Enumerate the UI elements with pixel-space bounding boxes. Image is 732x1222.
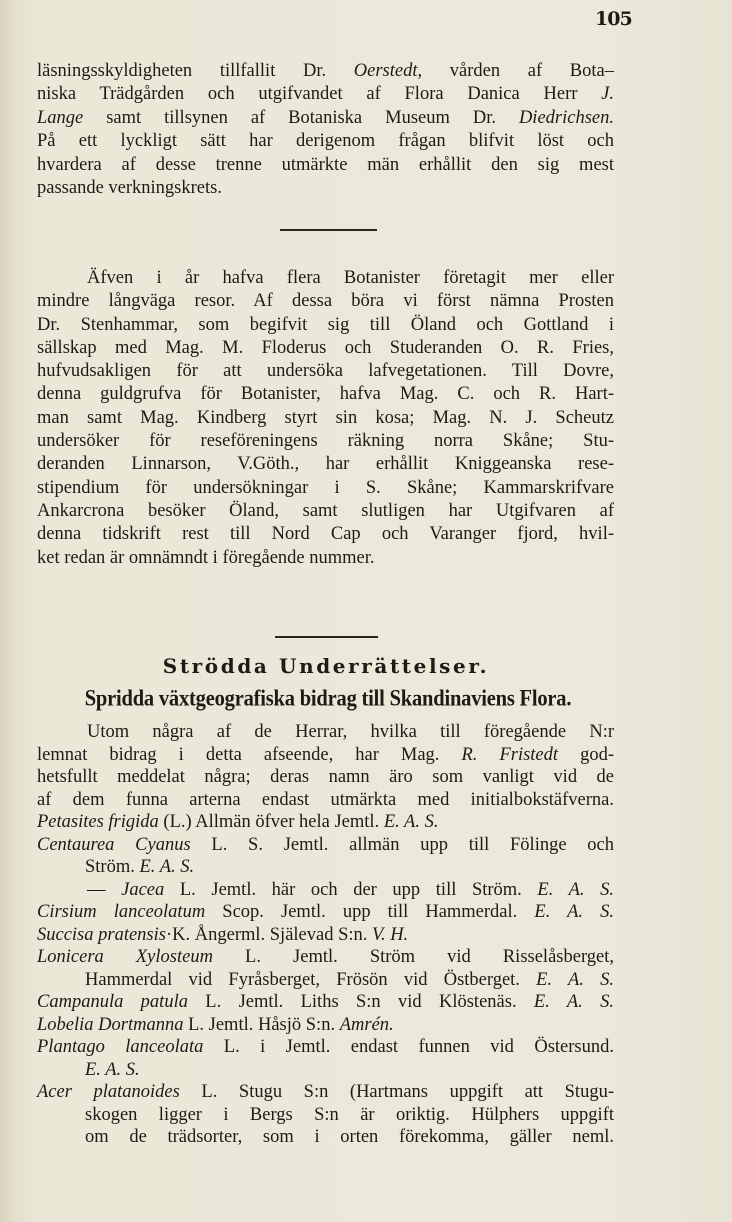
text-run: sällskap med Mag. M. Floderus och Studeranden O. R. Fries, [37, 337, 614, 358]
text-run: läsningsskyldigheten tillfallit Dr. [37, 61, 354, 81]
text-run: L. Jemtl. här och der upp till Ström. [164, 879, 538, 900]
text-run: L. Jemtl. Ström vid Risselåsberget, [212, 947, 614, 967]
text-line [37, 337, 614, 360]
text-run: hetsfullt meddelat några; deras namn äro som vanligt vid de [37, 767, 614, 787]
divider [280, 229, 377, 231]
text-run: ·K. Ångerml. Själevad S:n. [165, 924, 373, 945]
text-line [37, 430, 614, 453]
text-line [37, 1126, 614, 1149]
text-run: Utom några af de Herrar, hvilka till föregående N:r [87, 722, 614, 742]
text-line [37, 130, 614, 153]
text-run: undersöker för reseföreningens räkning norra Skåne; Stu- [37, 431, 614, 452]
italic-text: Amrén. [339, 1014, 394, 1035]
text-run: stipendium för undersökningar i S. Skåne; Kammarskrifvare [37, 477, 614, 498]
text-line [37, 946, 614, 969]
text-line [37, 766, 614, 789]
text-line [37, 523, 614, 546]
text-run: niska Trädgården och utgifvandet af Flora Danica Herr [37, 84, 602, 105]
text-line [37, 1104, 614, 1127]
text-line [37, 924, 614, 947]
text-run: Hammerdal vid Fyråsberget, Frösön vid Östberget. [85, 969, 537, 990]
text-run: hvardera af desse trenne utmärkte män erhållit den sig mest [37, 154, 614, 175]
text-line [37, 901, 614, 924]
text-run: om de trädsorter, som i orten förekomma, gäller neml. [85, 1127, 614, 1147]
divider [275, 636, 378, 638]
text-run: L. i Jemtl. endast funnen vid Östersund. [203, 1037, 614, 1057]
italic-text: R. Fristedt [461, 744, 559, 765]
italic-text: V. H. [372, 924, 409, 945]
text-line [37, 1036, 614, 1059]
text-run: deranden Linnarson, V.Göth., har erhållit Kniggeanska rese- [37, 454, 614, 475]
text-run: denna tidskrift rest till Nord Cap och Varanger fjord, hvil- [37, 524, 614, 545]
text-run: mindre långväga resor. Af dessa böra vi först nämna Prosten [37, 291, 614, 312]
text-run: Ankarcrona besöker Öland, samt slutligen har Utgifvaren af [37, 500, 614, 521]
text-line [37, 744, 614, 767]
text-run: (L.) Allmän öfver hela Jemtl. [158, 812, 384, 832]
italic-text: E. A. S. [534, 902, 614, 922]
text-line [37, 267, 614, 290]
text-run: god- [558, 744, 614, 765]
text-run: hufvudsakligen för att undersöka lafvegetationen. Till Dovre, [37, 361, 614, 382]
text-line [37, 500, 614, 523]
text-line [37, 1014, 614, 1037]
text-line [37, 1059, 614, 1082]
text-run: ket redan är omnämndt i föregående nummer. [37, 547, 375, 568]
italic-text: Cirsium lanceolatum [37, 902, 206, 922]
italic-text: E. A. S. [85, 1059, 140, 1080]
italic-text: Lange [37, 107, 84, 128]
text-run: På ett lyckligt sätt har derigenom frågan blifvit löst och [37, 131, 614, 152]
italic-text: E. A. S. [139, 857, 195, 877]
text-line [37, 60, 614, 83]
italic-text: Campanula patula [37, 992, 188, 1012]
text-line [37, 107, 614, 130]
text-run: Scop. Jemtl. upp till Hammerdal. [205, 902, 535, 922]
text-run: Ström. [85, 857, 140, 877]
text-run: denna guldgrufva för Botanister, hafva Mag. C. och R. Hart- [37, 384, 614, 405]
italic-text: Oerstedt [353, 61, 418, 81]
italic-text: Acer platanoides [37, 1082, 180, 1102]
text-run: passande verkningskrets. [37, 177, 222, 198]
text-line [37, 547, 614, 570]
text-line [37, 177, 614, 200]
text-line [37, 360, 614, 383]
text-line [37, 811, 614, 834]
text-line [37, 1081, 614, 1104]
text-line [37, 83, 614, 106]
text-line [37, 879, 614, 902]
italic-text: J. [601, 84, 614, 105]
italic-text: E. A. S. [533, 992, 614, 1012]
italic-text: Diedrichsen. [518, 107, 614, 128]
italic-text: Plantago lanceolata [37, 1037, 204, 1057]
text-run: L. Stugu S:n (Hartmans uppgift att Stugu- [179, 1082, 614, 1102]
text-run: — [87, 879, 122, 900]
paragraph-botanical-travels [37, 267, 614, 570]
article-body [37, 721, 614, 1149]
page-number: 105 [595, 8, 632, 30]
text-line [37, 407, 614, 430]
text-run: lemnat bidrag i detta afseende, har Mag. [37, 744, 462, 765]
italic-text: Centaurea Cyanus [37, 834, 191, 855]
italic-text: Petasites frigida [37, 812, 159, 832]
text-run: skogen ligger i Bergs S:n är oriktig. Hülphers uppgift [85, 1104, 614, 1125]
text-line [37, 314, 614, 337]
text-run: Äfven i år hafva flera Botanister företagit mer eller [87, 268, 614, 288]
italic-text: Lonicera Xylosteum [37, 947, 213, 967]
text-run: L. Jemtl. Håsjö S:n. [183, 1014, 340, 1035]
italic-text: Succisa pratensis [37, 924, 166, 945]
text-line [37, 721, 614, 744]
text-line [37, 991, 614, 1014]
text-line [37, 453, 614, 476]
text-line [37, 789, 614, 812]
italic-text: Lobelia Dortmanna [37, 1014, 184, 1035]
text-line [37, 383, 614, 406]
italic-text: E. A. S. [536, 969, 614, 990]
italic-text: Jacea [121, 879, 165, 900]
text-run: L. S. Jemtl. allmän upp till Fölinge och [190, 834, 614, 855]
italic-text: E. A. S. [537, 879, 614, 900]
paragraph-professorship [37, 60, 614, 200]
text-line [37, 856, 614, 879]
text-line [37, 969, 614, 992]
text-line [37, 477, 614, 500]
text-run: , vården af Bota– [417, 61, 614, 81]
italic-text: E. A. S. [383, 812, 439, 832]
text-run: Dr. Stenhammar, som begifvit sig till Öland och Gottland i [37, 314, 614, 335]
article-title: Spridda växtgeografiska bidrag till Skandinaviens Flora. [84, 686, 572, 712]
text-line [37, 154, 614, 177]
text-run: man samt Mag. Kindberg styrt sin kosa; Mag. N. J. Scheutz [37, 407, 614, 428]
text-line [37, 834, 614, 857]
text-run: samt tillsynen af Botaniska Museum Dr. [83, 107, 519, 128]
text-line [37, 290, 614, 313]
text-run: af dem funna arterna endast utmärkta med initialbokstäfverna. [37, 789, 614, 810]
text-run: L. Jemtl. Liths S:n vid Klöstenäs. [187, 992, 534, 1012]
section-heading: Strödda Underrättelser. [162, 654, 490, 678]
